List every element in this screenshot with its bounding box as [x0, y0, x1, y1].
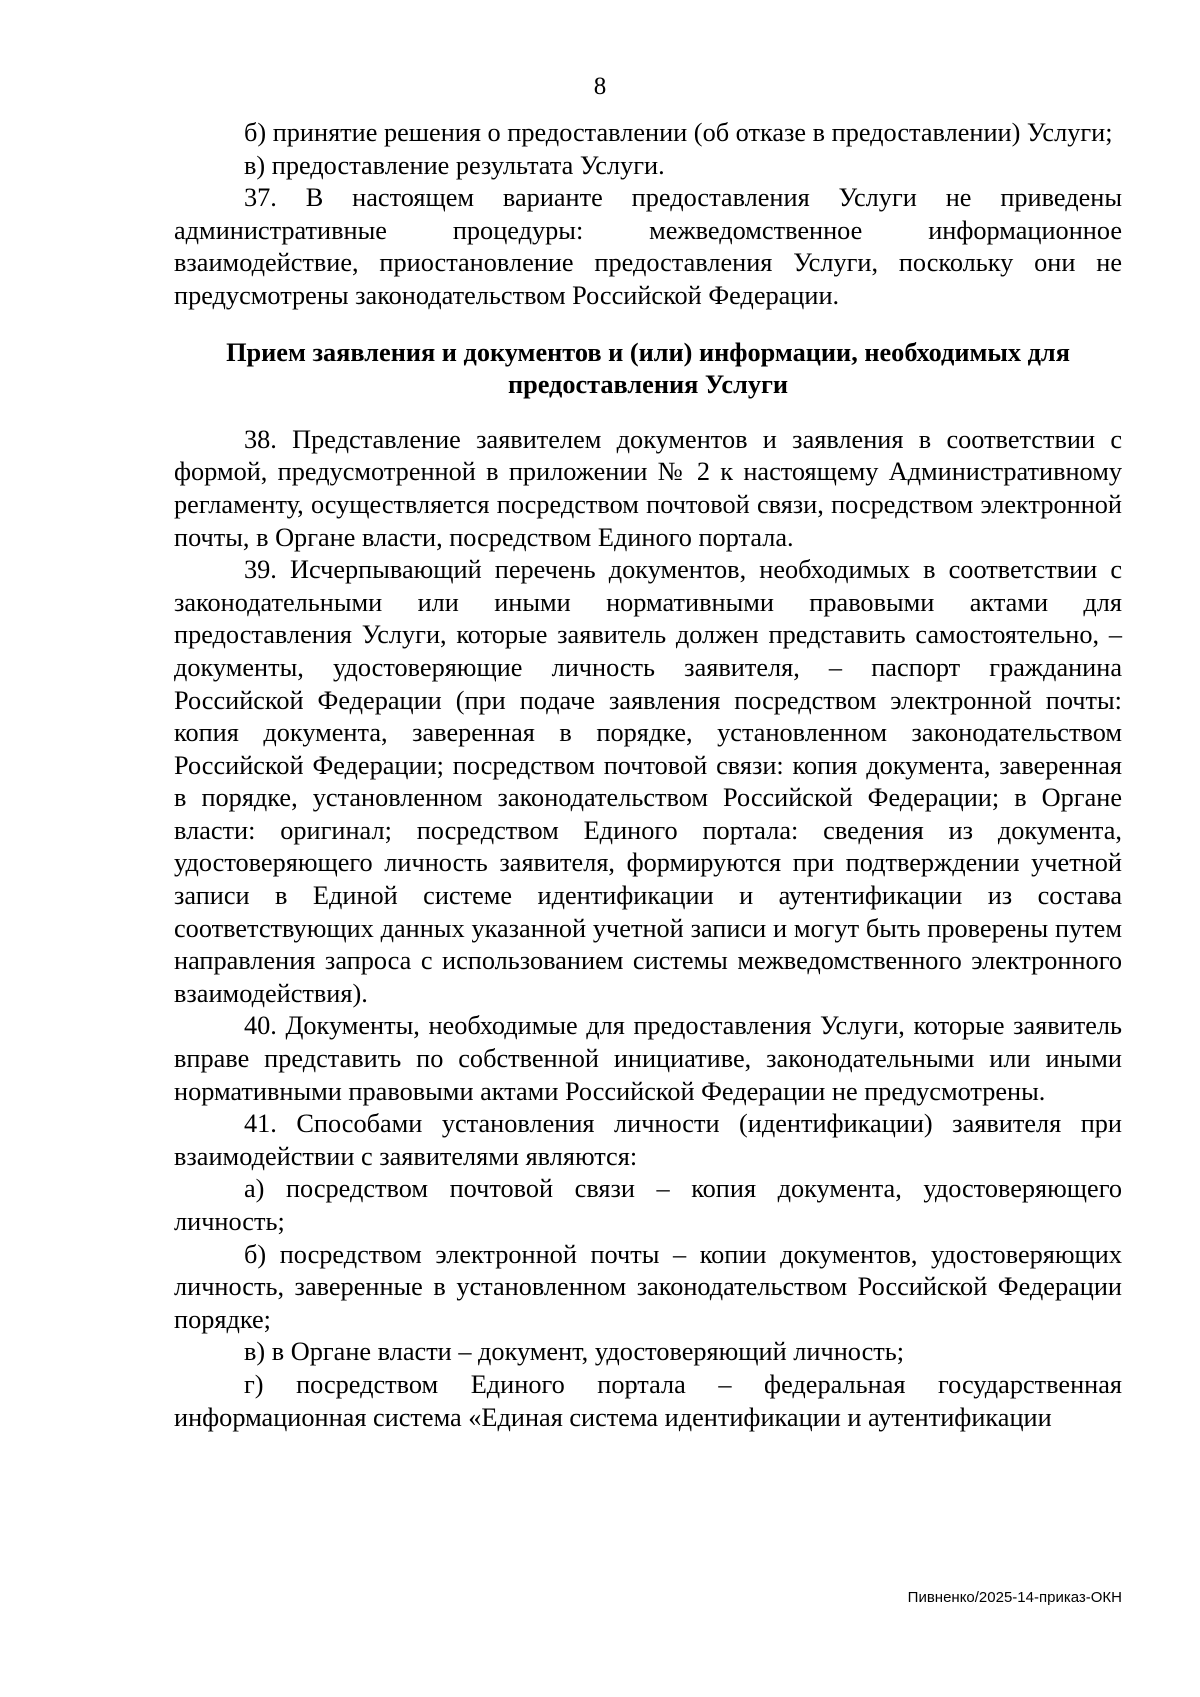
- paragraph-40: 40. Документы, необходимые для предоставления Услуги, которые заявитель вправе представить по собственной инициативе, законодательными или иными нормативными правовыми актами Российской Федерации не предусмотрены.: [174, 1011, 1122, 1106]
- paragraph-38: 38. Представление заявителем документов и заявления в соответствии с формой, предусмотренной в приложении № 2 к настоящему Административному регламенту, осуществляется посредством почтовой связи, посредством электронной почты, в Органе власти, посредством Единого портала.: [174, 424, 1122, 552]
- paragraph-41-b: б) посредством электронной почты – копии документов, удостоверяющих личность, заверенные в установленном законодательством Российской Федерации порядке;: [174, 1239, 1122, 1334]
- paragraph-37: 37. В настоящем варианте предоставления Услуги не приведены административные процедуры: межведомственное информационное взаимодействие, приостановление предоставления Услуги, поскольку они не предусмотрены законодательством Российской Федерации.: [174, 183, 1122, 310]
- section-heading: Прием заявления и документов и (или) информации, необходимых для предоставления Услуги: [226, 337, 1070, 400]
- paragraph-39: 39. Исчерпывающий перечень документов, необходимых в соответствии с законодательными или иными нормативными правовыми актами для предоставления Услуги, которые заявитель должен представить самостоятельно, – документы, удостоверяющие личность заявителя, – паспорт гражданина Российской Федерации (при подаче заявления посредством электронной почты: копия документа, заверенная в порядке, установленном законодательством Российской Федерации; посредством почтовой связи: копия документа, заверенная в порядке, установленном законодательством Российской Федерации; в Органе власти: оригинал; посредством Единого портала: сведения из документа, удостоверяющего личность заявителя, формируются при подтверждении учетной записи в Единой системе идентификации и аутентификации из состава соответствующих данных указанной учетной записи и могут быть проверены путем направления запроса с использованием системы межведомственного электронного взаимодействия).: [174, 555, 1122, 1008]
- paragraph-41-a: а) посредством почтовой связи – копия документа, удостоверяющего личность;: [174, 1174, 1122, 1236]
- page-number: 8: [593, 73, 607, 100]
- paragraph-41: 41. Способами установления личности (идентификации) заявителя при взаимодействии с заявителями являются:: [174, 1109, 1122, 1171]
- paragraph-41-v: в) в Органе власти – документ, удостоверяющий личность;: [244, 1337, 905, 1367]
- paragraph-b-decision: б) принятие решения о предоставлении (об отказе в предоставлении) Услуги;: [244, 118, 1113, 147]
- paragraph-41-g: г) посредством Единого портала – федеральная государственная информационная система «Единая система идентификации и аутентификации: [174, 1369, 1122, 1432]
- paragraph-v-result: в) предоставление результата Услуги.: [244, 150, 665, 180]
- footer-document-reference: Пивненко/2025-14-приказ-ОКН: [907, 1589, 1122, 1606]
- document-body: [174, 117, 1122, 1434]
